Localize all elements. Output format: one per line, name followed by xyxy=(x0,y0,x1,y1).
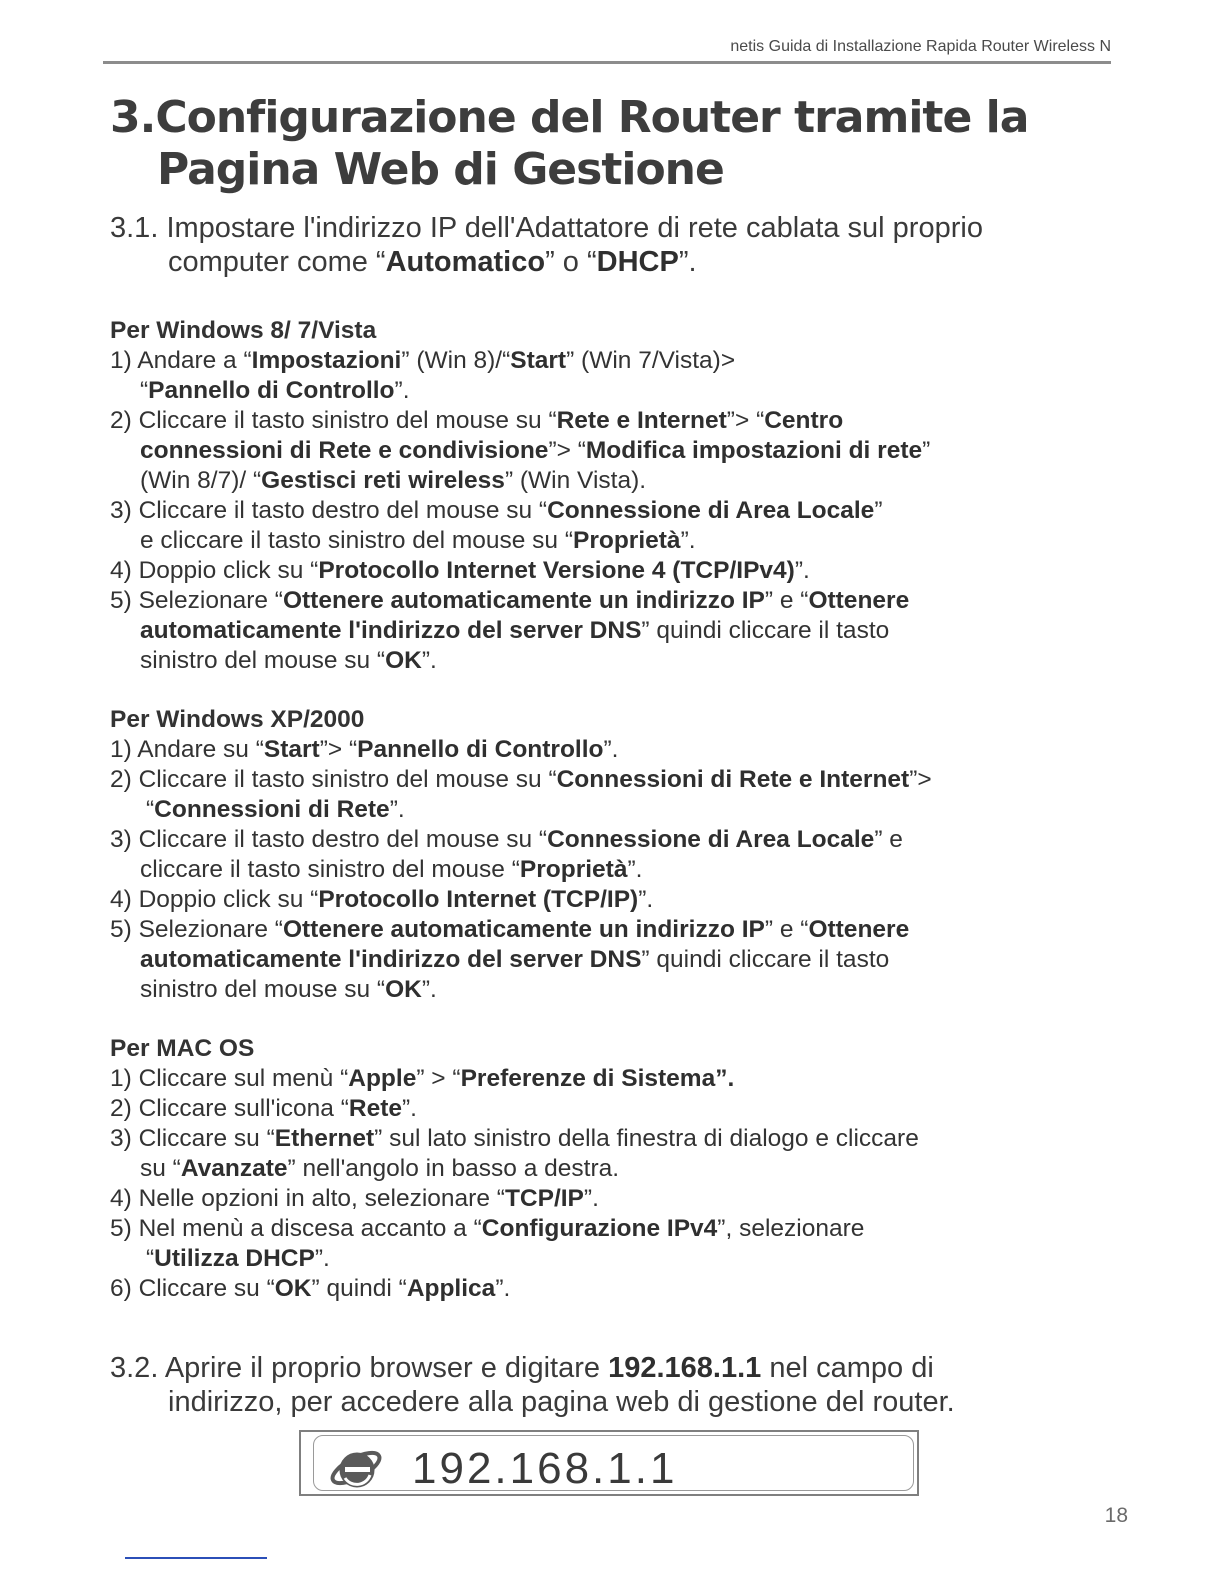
section-3-2: 3.2. Aprire il proprio browser e digitare 192.168.1.1 nel campo di indirizzo, per accedere alla pagina web di gestione del router. xyxy=(110,1351,1130,1419)
footer-rule xyxy=(125,1557,267,1559)
windows-xp-instructions xyxy=(110,705,1120,1005)
list-item: 4) Nelle opzioni in alto, selezionare “TCP/IP”. xyxy=(110,1185,599,1212)
list-item: 6) Cliccare su “OK” quindi “Applica”. xyxy=(110,1275,511,1302)
section-text-cont: indirizzo, per accedere alla pagina web di gestione del router. xyxy=(168,1386,955,1418)
chapter-title-line1: 3.Configurazione del Router tramite la xyxy=(110,92,1029,143)
list-item: 3) Cliccare il tasto destro del mouse su “Connessione di Area Locale” e cliccare il tasto sinistro del mouse “Proprietà”. xyxy=(110,826,903,883)
list-item: 3) Cliccare su “Ethernet” sul lato sinistro della finestra di dialogo e cliccare su “Avanzate” nell'angolo in basso a destra. xyxy=(110,1125,919,1182)
address-field[interactable] xyxy=(313,1435,914,1491)
section-number: 3.1. xyxy=(110,212,167,244)
chapter-title-line2: Pagina Web di Gestione xyxy=(157,144,724,195)
list-item: 4) Doppio click su “Protocollo Internet (TCP/IP)”. xyxy=(110,886,654,913)
list-item: 2) Cliccare il tasto sinistro del mouse su “Connessioni di Rete e Internet”> “Connessioni di Rete”. xyxy=(110,766,932,823)
list-item: 1) Andare a “Impostazioni” (Win 8)/“Start” (Win 7/Vista)> “Pannello di Controllo”. xyxy=(110,347,736,404)
windows-vista-instructions xyxy=(110,316,1120,676)
list-item: 5) Selezionare “Ottenere automaticamente un indirizzo IP” e “Ottenere automaticamente l'indirizzo del server DNS” quindi cliccare il tasto sinistro del mouse su “OK”. xyxy=(110,916,910,1003)
section-3-1 xyxy=(110,211,1130,279)
page-number: 18 xyxy=(1104,1504,1128,1527)
group-title: Per Windows 8/ 7/Vista xyxy=(110,317,377,344)
header-rule xyxy=(103,61,1111,64)
group-title: Per Windows XP/2000 xyxy=(110,706,365,733)
chapter-title xyxy=(110,92,1070,196)
list-item: 4) Doppio click su “Protocollo Internet Versione 4 (TCP/IPv4)”. xyxy=(110,557,810,584)
section-text-cont: computer come “Automatico” o “DHCP”. xyxy=(168,246,697,278)
list-item: 5) Selezionare “Ottenere automaticamente un indirizzo IP” e “Ottenere automaticamente l'indirizzo del server DNS” quindi cliccare il tasto sinistro del mouse su “OK”. xyxy=(110,587,910,674)
address-bar[interactable] xyxy=(299,1430,919,1496)
list-item: 2) Cliccare il tasto sinistro del mouse su “Rete e Internet”> “Centro connessioni di Rete e condivisione”> “Modifica impostazioni di rete” (Win 8/7)/ “Gestisci reti wireless” (Win Vista). xyxy=(110,407,931,494)
group-title: Per MAC OS xyxy=(110,1035,255,1062)
section-number: 3.2. xyxy=(110,1352,165,1384)
mac-os-instructions xyxy=(110,1034,1120,1304)
list-item: 1) Andare su “Start”> “Pannello di Controllo”. xyxy=(110,736,619,763)
section-text: Impostare l'indirizzo IP dell'Adattatore di rete cablata sul proprio xyxy=(166,212,983,244)
address-value: 192.168.1.1 xyxy=(412,1444,678,1493)
list-item: 3) Cliccare il tasto destro del mouse su “Connessione di Area Locale” e cliccare il tasto sinistro del mouse su “Proprietà”. xyxy=(110,497,883,554)
internet-explorer-icon xyxy=(328,1440,384,1494)
list-item: 5) Nel menù a discesa accanto a “Configurazione IPv4”, selezionare “Utilizza DHCP”. xyxy=(110,1215,865,1272)
header-title: netis Guida di Installazione Rapida Router Wireless N xyxy=(730,38,1111,55)
list-item: 2) Cliccare sull'icona “Rete”. xyxy=(110,1095,417,1122)
list-item: 1) Cliccare sul menù “Apple” > “Preferenze di Sistema”. xyxy=(110,1065,735,1092)
